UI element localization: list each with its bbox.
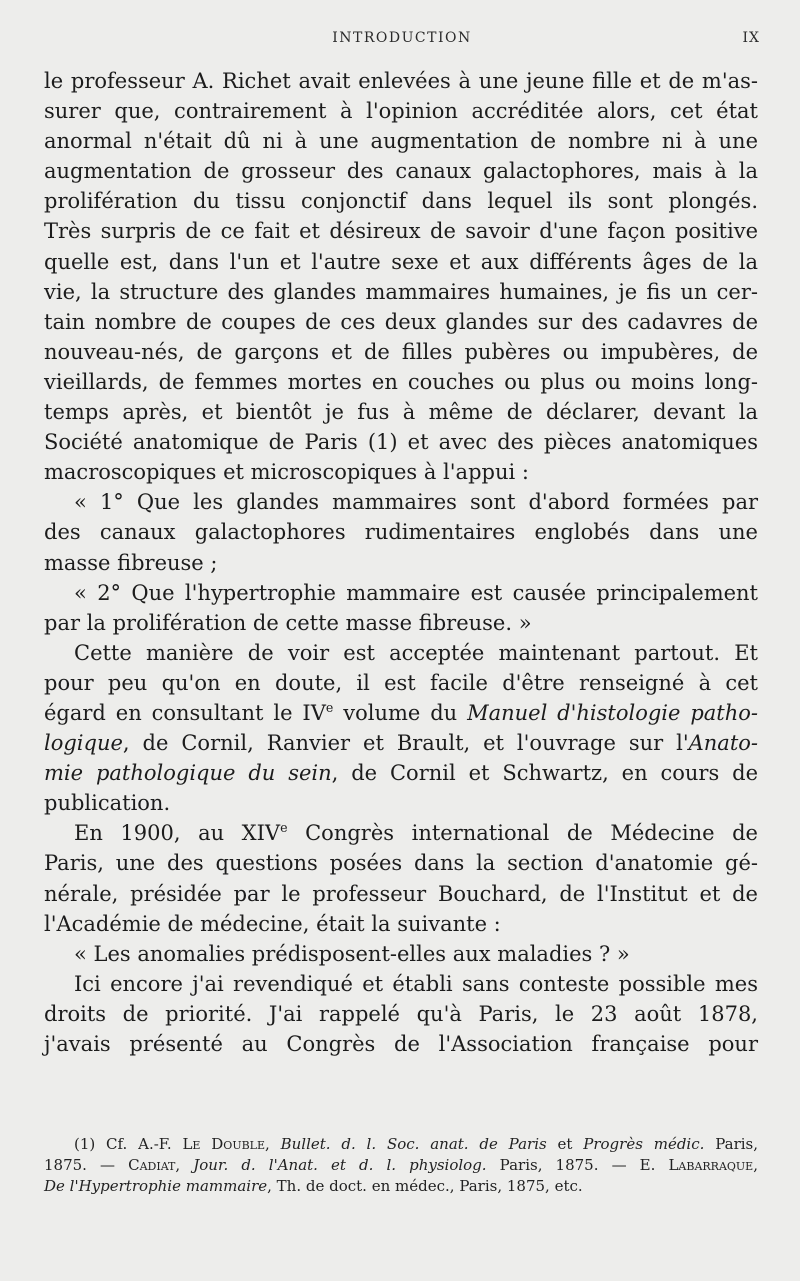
- text-line: mie pathologique du sein, de Cornil et Schwartz, en cours de: [44, 761, 758, 786]
- text-line: surer que, contrairement à l'opinion accréditée alors, cet état: [44, 99, 758, 124]
- text-line: tain nombre de coupes de ces deux glandes sur des cadavres de: [44, 309, 758, 334]
- text-line: quelle est, dans l'un et l'autre sexe et aux différents âges de la: [44, 249, 758, 274]
- book-title: Anato-: [688, 731, 758, 756]
- running-title: INTRODUCTION: [332, 30, 472, 46]
- text-line: anormal n'était dû ni à une augmentation de nombre ni à une: [44, 129, 758, 154]
- text-line: vie, la structure des glandes mammaires humaines, je fis un cer-: [44, 279, 758, 304]
- text-line: Cette manière de voir est acceptée maintenant partout. Et: [74, 640, 758, 665]
- quote-line: « Les anomalies prédisposent-elles aux maladies ? »: [74, 941, 630, 966]
- quote-line: des canaux galactophores rudimentaires englobés dans une: [44, 520, 758, 545]
- text-line: logique, de Cornil, Ranvier et Brault, et l'ouvrage sur l'Anato-: [44, 731, 758, 756]
- text-line: nouveau-nés, de garçons et de filles pubères ou impubères, de: [44, 339, 758, 364]
- footnote-line: (1) Cf. A.-F. Le Double, Bullet. d. l. Soc. anat. de Paris et Progrès médic. Paris,: [74, 1135, 759, 1153]
- book-title: Manuel d'histologie patho-: [467, 700, 758, 725]
- text-line: macroscopiques et microscopiques à l'appui :: [44, 460, 529, 485]
- book-title: mie pathologique du sein: [44, 761, 332, 786]
- quote-line: par la prolifération de cette masse fibreuse. »: [44, 610, 532, 635]
- body-text: [44, 66, 758, 1059]
- text-line: temps après, et bientôt je fus à même de déclarer, devant la: [44, 400, 758, 425]
- text-line: Société anatomique de Paris (1) et avec des pièces anatomiques: [44, 430, 758, 455]
- quote-line: « 1° Que les glandes mammaires sont d'abord formées par: [74, 490, 758, 515]
- text-line: nérale, présidée par le professeur Bouchard, de l'Institut et de: [44, 881, 758, 906]
- footnote-line: De l'Hypertrophie mammaire, Th. de doct. en médec., Paris, 1875, etc.: [44, 1177, 583, 1195]
- text-line: pour peu qu'on en doute, il est facile d'être renseigné à cet: [44, 670, 758, 695]
- text-line: publication.: [44, 791, 171, 816]
- book-title: logique: [44, 731, 123, 756]
- text-line: En 1900, au XIVe Congrès international de Médecine de: [74, 820, 758, 846]
- quote-line: « 2° Que l'hypertrophie mammaire est causée principalement: [74, 580, 758, 605]
- text-line: Très surpris de ce fait et désireux de savoir d'une façon positive: [44, 219, 758, 244]
- text-line: Paris, une des questions posées dans la section d'anatomie gé-: [44, 851, 758, 876]
- footnote: [44, 1134, 758, 1197]
- footnote-line: 1875. — Cadiat, Jour. d. l'Anat. et d. l. physiolog. Paris, 1875. — E. Labarraque,: [44, 1156, 758, 1174]
- running-head: [44, 30, 760, 56]
- text-line: augmentation de grosseur des canaux galactophores, mais à la: [44, 159, 758, 184]
- text-line: prolifération du tissu conjonctif dans lequel ils sont plongés.: [44, 189, 758, 214]
- text-line: droits de priorité. J'ai rappelé qu'à Paris, le 23 août 1878,: [44, 1001, 758, 1026]
- text-line: Ici encore j'ai revendiqué et établi sans conteste possible mes: [74, 971, 758, 996]
- text-line: égard en consultant le IVe volume du Manuel d'histologie patho-: [44, 699, 758, 725]
- text-line: j'avais présenté au Congrès de l'Association française pour: [44, 1032, 758, 1056]
- quote-line: masse fibreuse ;: [44, 550, 218, 575]
- page-number: IX: [742, 30, 760, 46]
- text-line: l'Académie de médecine, était la suivante :: [44, 911, 501, 936]
- text-line: le professeur A. Richet avait enlevées à une jeune fille et de m'as-: [44, 69, 758, 93]
- text-line: vieillards, de femmes mortes en couches ou plus ou moins long-: [44, 369, 758, 394]
